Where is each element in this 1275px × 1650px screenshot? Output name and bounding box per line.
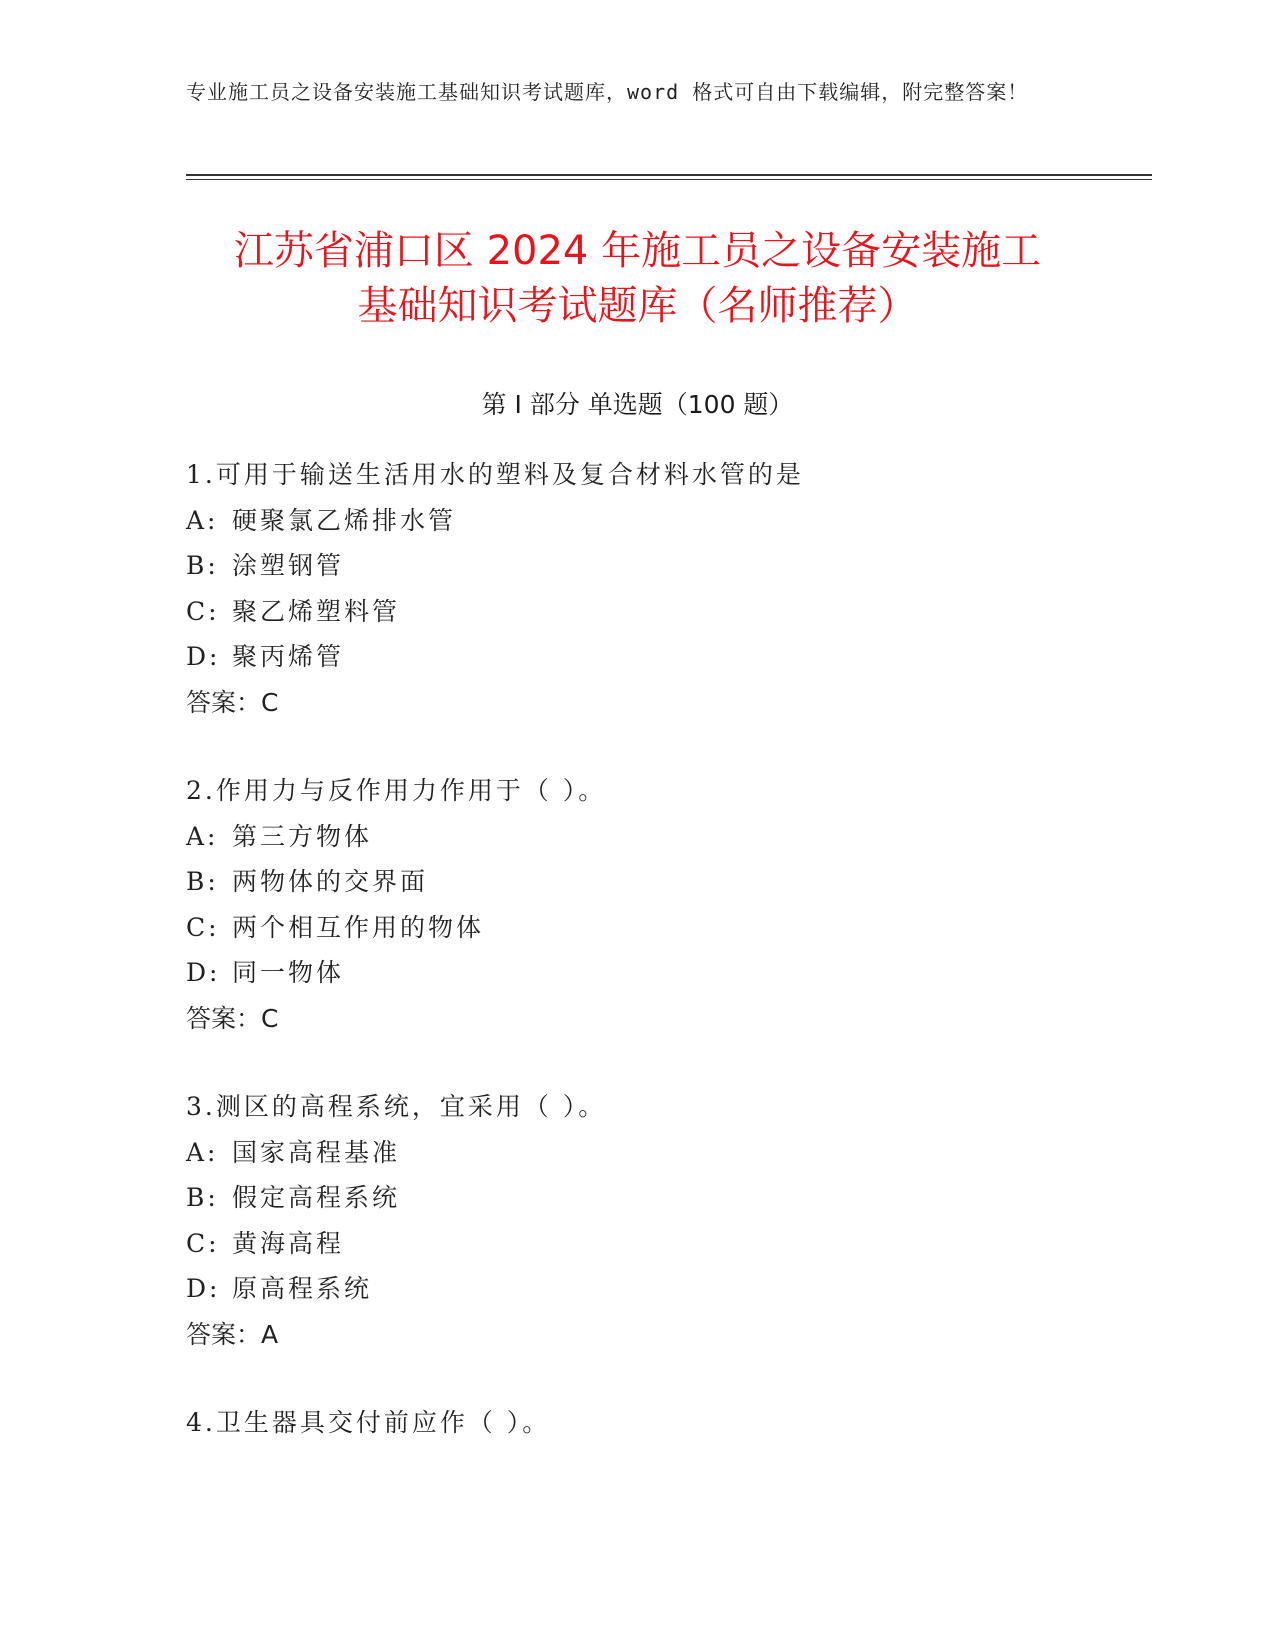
option-letter: D: [186, 958, 221, 987]
question-4 [186, 1400, 1136, 1446]
option-text: 涂塑钢管 [232, 551, 345, 580]
header-divider-thin [186, 179, 1152, 180]
question-stem: 2.作用力与反作用力作用于（ ）。 [186, 776, 607, 805]
option-text: 国家高程基准 [232, 1137, 401, 1167]
option-b [186, 543, 1136, 589]
section-heading: 第 I 部分 单选题（100 题） [481, 390, 794, 419]
option-letter: D: [186, 1274, 221, 1303]
option-d [186, 1266, 1136, 1312]
option-text: 同一物体 [232, 958, 345, 987]
option-letter: A: [186, 1137, 219, 1167]
question-stem: 1.可用于输送生活用水的塑料及复合材料水管的是 [186, 460, 804, 489]
option-letter: B: [186, 867, 219, 896]
option-letter: D: [186, 642, 221, 671]
option-b [186, 859, 1136, 905]
question-3 [186, 1084, 1136, 1357]
option-c [186, 1221, 1136, 1267]
question-stem: 4.卫生器具交付前应作（ ）。 [186, 1408, 551, 1437]
option-text: 黄海高程 [232, 1228, 345, 1258]
document-title [180, 224, 1095, 334]
option-text: 第三方物体 [232, 821, 373, 851]
option-letter: C: [186, 1228, 220, 1258]
option-letter: A: [186, 505, 219, 535]
option-d [186, 634, 1136, 680]
answer: 答案：A [186, 1319, 279, 1349]
option-text: 两物体的交界面 [232, 867, 429, 896]
option-text: 聚乙烯塑料管 [232, 596, 401, 626]
option-c [186, 589, 1136, 635]
option-c [186, 905, 1136, 951]
option-text: 假定高程系统 [232, 1183, 401, 1212]
option-text: 聚丙烯管 [232, 642, 345, 671]
option-text: 两个相互作用的物体 [232, 912, 485, 942]
option-letter: C: [186, 912, 220, 942]
option-a [186, 1130, 1136, 1176]
question-2 [186, 768, 1136, 1041]
question-1 [186, 452, 1136, 725]
option-letter: A: [186, 821, 219, 851]
option-letter: B: [186, 551, 219, 580]
answer: 答案：C [186, 1003, 279, 1033]
option-letter: C: [186, 596, 220, 626]
option-a [186, 814, 1136, 860]
option-text: 原高程系统 [232, 1274, 373, 1303]
document-title-line-2: 基础知识考试题库（名师推荐） [357, 283, 918, 329]
option-b [186, 1175, 1136, 1221]
option-a [186, 498, 1136, 544]
option-d [186, 950, 1136, 996]
question-stem: 3.测区的高程系统，宜采用（ ）。 [186, 1092, 607, 1121]
header-divider-thick [186, 174, 1152, 176]
document-title-line-1: 江苏省浦口区 2024 年施工员之设备安装施工 [233, 228, 1042, 274]
answer: 答案：C [186, 687, 279, 717]
option-letter: B: [186, 1183, 219, 1212]
option-text: 硬聚氯乙烯排水管 [232, 505, 457, 535]
header-note: 专业施工员之设备安装施工基础知识考试题库，word 格式可自由下载编辑，附完整答案！ [186, 80, 1029, 104]
